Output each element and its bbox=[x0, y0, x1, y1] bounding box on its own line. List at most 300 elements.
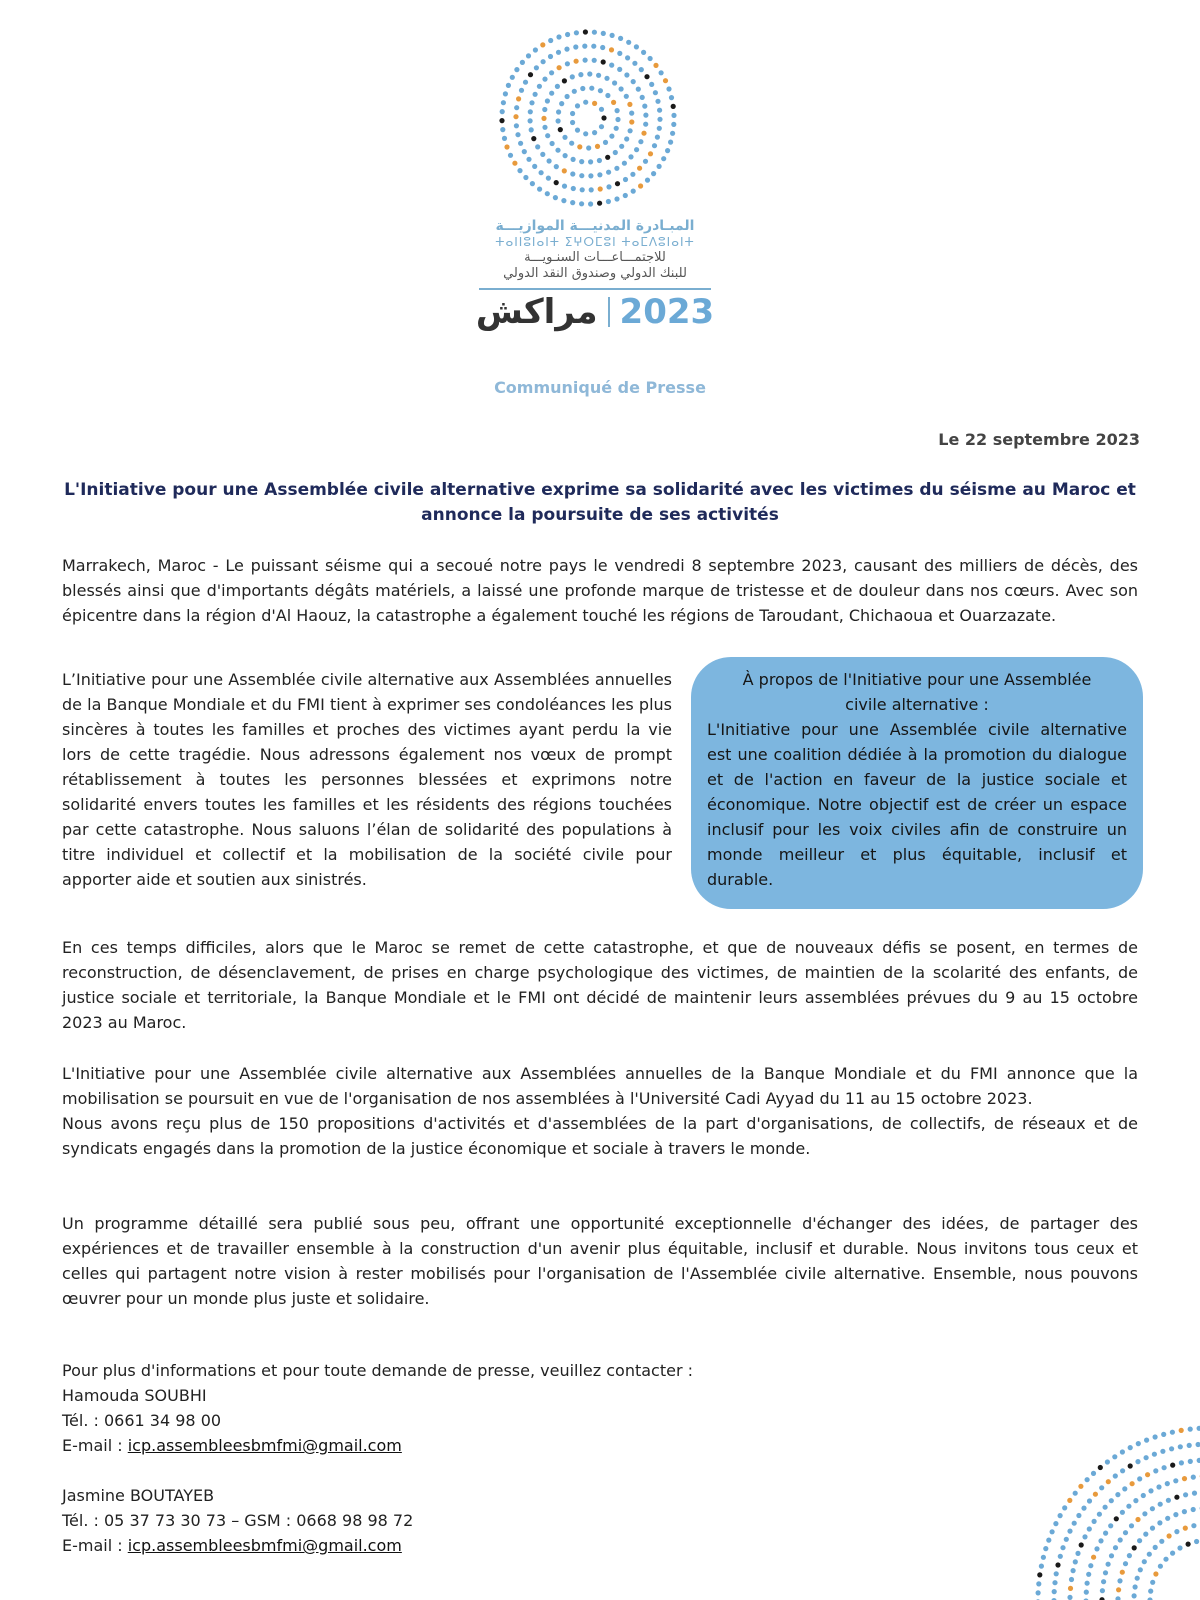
spiral-dot bbox=[546, 176, 551, 181]
spiral-dot bbox=[1135, 1576, 1140, 1581]
spiral-dot bbox=[556, 109, 561, 114]
spiral-dot bbox=[535, 144, 540, 149]
spiral-dot bbox=[618, 36, 623, 41]
spiral-dot bbox=[1106, 1479, 1111, 1484]
contact-2-email-link[interactable]: icp.assembleesbmfmi@gmail.com bbox=[127, 1536, 402, 1555]
spiral-dot bbox=[1075, 1551, 1080, 1556]
spiral-dot bbox=[1109, 1553, 1114, 1558]
spiral-dot bbox=[517, 168, 522, 173]
contact-1-email-label: E-mail : bbox=[62, 1436, 128, 1455]
spiral-dot bbox=[627, 102, 632, 107]
spiral-dot bbox=[601, 115, 606, 120]
spiral-dot bbox=[582, 44, 587, 49]
spiral-dot bbox=[611, 100, 616, 105]
spiral-dot bbox=[589, 86, 594, 91]
spiral-dot bbox=[632, 61, 637, 66]
spiral-dot bbox=[631, 189, 636, 194]
spiral-dot bbox=[636, 87, 641, 92]
spiral-dot bbox=[1170, 1463, 1175, 1468]
logo-year: 2023 bbox=[619, 292, 715, 332]
spiral-dot bbox=[1105, 1459, 1110, 1464]
spiral-dot bbox=[547, 158, 552, 163]
spiral-dot bbox=[1091, 1471, 1096, 1476]
about-title: À propos de l'Initiative pour une Assemblée civile alternative : bbox=[742, 670, 1092, 714]
spiral-dot bbox=[514, 105, 519, 110]
spiral-dot bbox=[533, 47, 538, 52]
spiral-dot bbox=[574, 30, 579, 35]
spiral-dot bbox=[670, 131, 675, 136]
spiral-dot bbox=[1036, 1590, 1041, 1595]
spiral-dot bbox=[623, 193, 628, 198]
spiral-dot bbox=[1060, 1545, 1065, 1550]
spiral-dot bbox=[1150, 1506, 1155, 1511]
spiral-dot bbox=[1067, 1498, 1072, 1503]
headline: L'Initiative pour une Assemblée civile alternative exprime sa solidarité avec les victimes du séisme au Maroc et annonce la poursuite de ses activités bbox=[64, 480, 1136, 525]
spiral-dot bbox=[1128, 1463, 1133, 1468]
spiral-dot bbox=[1069, 1577, 1074, 1582]
spiral-dot bbox=[518, 141, 523, 146]
spiral-dot bbox=[641, 50, 646, 55]
spiral-dot bbox=[1137, 1476, 1142, 1481]
spiral-dot bbox=[1103, 1531, 1108, 1536]
spiral-dot bbox=[671, 104, 676, 109]
spiral-dot bbox=[1144, 1455, 1149, 1460]
spiral-dot bbox=[588, 173, 593, 178]
contact-2-email-row bbox=[62, 1533, 693, 1558]
spiral-dot bbox=[619, 86, 624, 91]
spiral-dot bbox=[617, 51, 622, 56]
spiral-dot bbox=[1148, 1589, 1153, 1594]
spiral-dot bbox=[514, 123, 519, 128]
spiral-dot bbox=[592, 101, 597, 106]
spiral-dot bbox=[1141, 1493, 1146, 1498]
logo-divider bbox=[479, 288, 711, 290]
spiral-dot bbox=[604, 76, 609, 81]
spiral-dot bbox=[1129, 1523, 1134, 1528]
spiral-dot bbox=[570, 171, 575, 176]
spiral-dot bbox=[1197, 1458, 1200, 1463]
spiral-dot bbox=[651, 171, 656, 176]
spiral-dot bbox=[565, 32, 570, 37]
spiral-dot bbox=[595, 144, 600, 149]
spiral-dot bbox=[514, 67, 519, 72]
spiral-dot bbox=[1173, 1478, 1178, 1483]
spiral-dot bbox=[1170, 1551, 1175, 1556]
spiral-dot bbox=[562, 184, 567, 189]
spiral-dot bbox=[1112, 1454, 1117, 1459]
spiral-dot bbox=[655, 135, 660, 140]
spiral-dot bbox=[513, 114, 518, 119]
spiral-dot bbox=[1142, 1511, 1147, 1516]
about-text: L'Initiative pour une Assemblée civile alternative est une coalition dédiée à la promotion du dialogue et de l'action en faveur de la justice sociale et économique. Notre objectif est de créer un espace inclusif pour les voix civiles afin de construire un monde meilleur et plus équitable, inclusif et durable. bbox=[707, 720, 1127, 889]
document-date: Le 22 septembre 2023 bbox=[938, 430, 1140, 449]
spiral-dot bbox=[623, 177, 628, 182]
spiral-dot bbox=[612, 80, 617, 85]
spiral-dot bbox=[1122, 1486, 1127, 1491]
spiral-dot bbox=[597, 201, 602, 206]
spiral-dot bbox=[541, 116, 546, 121]
spiral-dot bbox=[609, 63, 614, 68]
spiral-dot bbox=[554, 164, 559, 169]
spiral-dot bbox=[1166, 1498, 1171, 1503]
contact-2-phone: Tél. : 05 37 73 30 73 – GSM : 0668 98 98 72 bbox=[62, 1511, 414, 1530]
spiral-dot bbox=[501, 100, 506, 105]
spiral-dot bbox=[578, 72, 583, 77]
spiral-dot bbox=[1084, 1590, 1089, 1595]
spiral-dot bbox=[1143, 1532, 1148, 1537]
spiral-dot bbox=[542, 107, 547, 112]
spiral-dot bbox=[548, 54, 553, 59]
spiral-dot bbox=[1085, 1581, 1090, 1586]
spiral-dot bbox=[1087, 1498, 1092, 1503]
spiral-dot bbox=[554, 180, 559, 185]
spiral-dot bbox=[1093, 1492, 1098, 1497]
spiral-dot bbox=[565, 61, 570, 66]
spiral-dot bbox=[1100, 1588, 1105, 1593]
spiral-dot bbox=[520, 60, 525, 65]
spiral-dot bbox=[1098, 1538, 1103, 1543]
spiral-dot bbox=[617, 67, 622, 72]
paragraph-condolences: L’Initiative pour une Assemblée civile alternative aux Assemblées annuelles de la Banque Mondiale et du FMI tient à exprimer ses condoléances les plus sincères à toutes les familles et proches des victimes ayant perdu la vie lors de cette tragédie. Nous adressons également nos vœux de prompt rétablissement à toutes les personnes blessées et exprimons notre solidarité envers toutes les familles et les résidents des régions touchées par cette catastrophe. Nous saluons l’élan de solidarité des populations à titre individuel et collectif et la mobilisation de la société civile pour apporter aide et soutien aux sinistrés. bbox=[62, 670, 672, 889]
spiral-dot bbox=[1079, 1542, 1084, 1547]
spiral-dot bbox=[628, 128, 633, 133]
spiral-dot bbox=[1138, 1567, 1143, 1572]
spiral-dot bbox=[533, 92, 538, 97]
spiral-dot bbox=[1179, 1460, 1184, 1465]
spiral-dot bbox=[657, 117, 662, 122]
spiral-dot bbox=[1136, 1441, 1141, 1446]
spiral-dot bbox=[1159, 1539, 1164, 1544]
spiral-dot bbox=[1156, 1484, 1161, 1489]
spiral-dot bbox=[1067, 1595, 1072, 1600]
document-label: Communiqué de Presse bbox=[494, 378, 706, 397]
spiral-dot bbox=[502, 136, 507, 141]
spiral-dot bbox=[628, 154, 633, 159]
spiral-dot bbox=[1055, 1562, 1060, 1567]
spiral-dot bbox=[606, 170, 611, 175]
contact-2-email-label: E-mail : bbox=[62, 1536, 128, 1555]
spiral-dot bbox=[648, 56, 653, 61]
spiral-dot bbox=[615, 117, 620, 122]
spiral-dot bbox=[1192, 1491, 1197, 1496]
spiral-dot bbox=[1088, 1563, 1093, 1568]
spiral-dot bbox=[548, 38, 553, 43]
spiral-dot bbox=[1078, 1484, 1083, 1489]
spiral-dot bbox=[1173, 1512, 1178, 1517]
spiral-dot bbox=[599, 124, 604, 129]
spiral-dot bbox=[1174, 1529, 1179, 1534]
spiral-dot bbox=[1165, 1481, 1170, 1486]
spiral-dot bbox=[661, 156, 666, 161]
spiral-dot bbox=[671, 113, 676, 118]
spiral-dot bbox=[583, 100, 588, 105]
spiral-dot bbox=[614, 196, 619, 201]
spiral-dot bbox=[1087, 1526, 1092, 1531]
contact-1-name: Hamouda SOUBHI bbox=[62, 1386, 207, 1405]
spiral-dot bbox=[540, 152, 545, 157]
spiral-dot bbox=[503, 91, 508, 96]
spiral-dot bbox=[1152, 1452, 1157, 1457]
paragraph-mobilisation bbox=[62, 1061, 1138, 1161]
spiral-dot bbox=[600, 45, 605, 50]
spiral-dot bbox=[624, 136, 629, 141]
spiral-dot bbox=[1150, 1580, 1155, 1585]
spiral-dot bbox=[1196, 1442, 1200, 1447]
corner-spiral-decoration-icon bbox=[1010, 1390, 1200, 1600]
spiral-dot bbox=[1130, 1481, 1135, 1486]
spiral-dot bbox=[655, 99, 660, 104]
logo-text bbox=[470, 218, 720, 332]
spiral-dot bbox=[597, 172, 602, 177]
spiral-dot bbox=[1147, 1552, 1152, 1557]
spiral-dot bbox=[641, 131, 646, 136]
spiral-dot bbox=[1179, 1428, 1184, 1433]
spiral-dot bbox=[638, 183, 643, 188]
spiral-dot bbox=[553, 195, 558, 200]
spiral-dot bbox=[596, 73, 601, 78]
spiral-dot bbox=[1071, 1568, 1076, 1573]
spiral-dot bbox=[1191, 1507, 1196, 1512]
logo-arabic-line-2: للاجتمـــاعـــات السنـويـــة bbox=[524, 250, 666, 265]
spiral-dot bbox=[1183, 1526, 1188, 1531]
spiral-dot bbox=[652, 143, 657, 148]
spiral-dot bbox=[1092, 1519, 1097, 1524]
spiral-dot bbox=[528, 118, 533, 123]
spiral-dot bbox=[1133, 1498, 1138, 1503]
spiral-dot bbox=[580, 187, 585, 192]
spiral-dot bbox=[605, 93, 610, 98]
spiral-dot bbox=[614, 166, 619, 171]
spiral-dot bbox=[1132, 1593, 1137, 1598]
spiral-dot bbox=[1120, 1449, 1125, 1454]
logo bbox=[470, 22, 720, 342]
spiral-dot bbox=[1064, 1537, 1069, 1542]
spiral-dot bbox=[1126, 1504, 1131, 1509]
spiral-dot bbox=[653, 90, 658, 95]
spiral-dot bbox=[516, 96, 521, 101]
spiral-dot bbox=[609, 134, 614, 139]
spiral-dot bbox=[592, 58, 597, 63]
spiral-dot bbox=[1182, 1476, 1187, 1481]
spiral-dot bbox=[597, 158, 602, 163]
paragraph-intro: Marrakech, Maroc - Le puissant séisme qui a secoué notre pays le vendredi 8 septembre 2023, causant des milliers de décès, des blessés ainsi que d'importants dégâts matériels, a laissé une profonde marque de tristesse et de douleur dans nos cœurs. Avec son épicentre dans la région d'Al Haouz, la catastrophe a également touché les régions de Taroudant, Chichaoua et Ouarzazate. bbox=[62, 556, 1138, 625]
spiral-dot bbox=[1115, 1596, 1120, 1600]
contact-1-email-row bbox=[62, 1433, 693, 1458]
spiral-dot bbox=[557, 65, 562, 70]
spiral-dot bbox=[1062, 1505, 1067, 1510]
spiral-dot bbox=[572, 89, 577, 94]
spiral-dot bbox=[575, 103, 580, 108]
spiral-dot bbox=[499, 118, 504, 123]
spiral-dot bbox=[545, 191, 550, 196]
spiral-dot bbox=[1113, 1473, 1118, 1478]
spiral-dot bbox=[649, 82, 654, 87]
spiral-dot bbox=[1036, 1581, 1041, 1586]
spiral-dot bbox=[556, 118, 561, 123]
spiral-dot bbox=[1067, 1529, 1072, 1534]
spiral-dot bbox=[587, 71, 592, 76]
spiral-dot bbox=[1099, 1485, 1104, 1490]
spiral-dot bbox=[613, 150, 618, 155]
spiral-dot bbox=[1058, 1554, 1063, 1559]
spiral-dot bbox=[606, 184, 611, 189]
spiral-dot bbox=[1137, 1538, 1142, 1543]
spiral-dot bbox=[580, 86, 585, 91]
spiral-dot bbox=[668, 140, 673, 145]
spiral-dot bbox=[1148, 1488, 1153, 1493]
spiral-dot bbox=[1163, 1557, 1168, 1562]
spiral-dot bbox=[598, 88, 603, 93]
spiral-dot bbox=[1120, 1510, 1125, 1515]
spiral-dot bbox=[506, 83, 511, 88]
spiral-dot bbox=[598, 186, 603, 191]
spiral-dot bbox=[630, 172, 635, 177]
spiral-dot bbox=[1117, 1578, 1122, 1583]
spiral-dot bbox=[605, 155, 610, 160]
spiral-dot bbox=[555, 84, 560, 89]
spiral-dot bbox=[1178, 1444, 1183, 1449]
spiral-dot bbox=[531, 136, 536, 141]
spiral-dot bbox=[500, 109, 505, 114]
spiral-dot bbox=[1120, 1570, 1125, 1575]
spiral-dot bbox=[562, 135, 567, 140]
spiral-dot bbox=[669, 95, 674, 100]
spiral-dot bbox=[570, 120, 575, 125]
spiral-dot bbox=[1097, 1512, 1102, 1517]
spiral-dot bbox=[529, 100, 534, 105]
logo-tifinagh-line: ⵜⴰⵏⵏⵓⵏⴰⵏⵜ ⵉⵖⵔⵎⵓⵏ ⵜⴰⵎⴷⵓⵏⴰⵏⵜ bbox=[495, 235, 695, 249]
spiral-dot bbox=[1114, 1516, 1119, 1521]
spiral-dot bbox=[653, 63, 658, 68]
spiral-dot bbox=[1115, 1492, 1120, 1497]
paragraph-mobilisation-line-b: Nous avons reçu plus de 150 propositions d'activités et d'assemblées de la part d'organisations, de collectifs, de réseaux et de syndicats engagés dans la promotion de la justice économique et sociale à travers le monde. bbox=[62, 1114, 1138, 1158]
spiral-dot bbox=[1128, 1445, 1133, 1450]
spiral-dot bbox=[1106, 1562, 1111, 1567]
spiral-dot bbox=[1162, 1465, 1167, 1470]
spiral-dot bbox=[571, 157, 576, 162]
spiral-dot bbox=[573, 44, 578, 49]
contact-section bbox=[62, 1358, 693, 1558]
spiral-dot bbox=[1082, 1534, 1087, 1539]
logo-city: مراكش bbox=[475, 292, 598, 332]
spiral-dot bbox=[603, 140, 608, 145]
spiral-dot bbox=[1187, 1443, 1192, 1448]
spiral-dot bbox=[537, 84, 542, 89]
spiral-dot bbox=[663, 78, 668, 83]
spiral-dot bbox=[1135, 1517, 1140, 1522]
spiral-dot bbox=[571, 186, 576, 191]
spiral-dot bbox=[1041, 1555, 1046, 1560]
spiral-dot bbox=[1101, 1579, 1106, 1584]
spiral-dot bbox=[1153, 1545, 1158, 1550]
spiral-dot bbox=[601, 59, 606, 64]
spiral-dot bbox=[526, 157, 531, 162]
spiral-dot bbox=[1052, 1589, 1057, 1594]
spiral-dot bbox=[532, 164, 537, 169]
spiral-dot bbox=[537, 187, 542, 192]
contact-1-email-link[interactable]: icp.assembleesbmfmi@gmail.com bbox=[127, 1436, 402, 1455]
paragraph-programme: Un programme détaillé sera publié sous peu, offrant une opportunité exceptionnelle d'échanger des idées, de partager des expériences et de travailler ensemble à la construction d'un avenir plus équitable, inclusif et durable. Nous invitons tous ceux et celles qui partagent notre vision à rester mobilisés pour l'organisation de l'Assemblée civile alternative. Ensemble, nous pouvons œuvrer pour un monde plus juste et solidaire. bbox=[62, 1214, 1138, 1308]
spiral-dot bbox=[550, 141, 555, 146]
spiral-dot bbox=[1091, 1555, 1096, 1560]
spiral-dot bbox=[1186, 1542, 1191, 1547]
spiral-dot bbox=[545, 98, 550, 103]
spiral-dot bbox=[1197, 1426, 1200, 1431]
spiral-dot bbox=[619, 144, 624, 149]
spiral-dot bbox=[1076, 1513, 1081, 1518]
spiral-dot bbox=[1145, 1472, 1150, 1477]
spiral-dot bbox=[508, 153, 513, 158]
spiral-dot bbox=[1188, 1459, 1193, 1464]
spiral-dot bbox=[1142, 1559, 1147, 1564]
spiral-dot bbox=[1068, 1586, 1073, 1591]
spiral-dot bbox=[1194, 1539, 1199, 1544]
logo-arabic-line-3: للبنك الدولي وصندوق النقد الدولي bbox=[503, 266, 687, 281]
spiral-dot bbox=[570, 74, 575, 79]
spiral-dot bbox=[1127, 1553, 1132, 1558]
spiral-dot bbox=[1118, 1537, 1123, 1542]
spiral-dot bbox=[523, 80, 528, 85]
spiral-dot bbox=[1133, 1584, 1138, 1589]
spiral-dot bbox=[637, 166, 642, 171]
spiral-dot bbox=[542, 77, 547, 82]
spiral-dot bbox=[622, 161, 627, 166]
spiral-dot bbox=[504, 144, 509, 149]
spiral-dot bbox=[512, 161, 517, 166]
spiral-dot bbox=[1116, 1587, 1121, 1592]
spiral-dot bbox=[1073, 1559, 1078, 1564]
spiral-dot bbox=[1183, 1492, 1188, 1497]
spiral-dot bbox=[519, 88, 524, 93]
spiral-dot bbox=[1144, 1438, 1149, 1443]
spiral-dot bbox=[591, 44, 596, 49]
spiral-dot bbox=[1103, 1505, 1108, 1510]
spiral-dot bbox=[1058, 1513, 1063, 1518]
spiral-dot bbox=[1191, 1523, 1196, 1528]
spiral-dot bbox=[1153, 1468, 1158, 1473]
spiral-dot bbox=[1174, 1495, 1179, 1500]
about-box bbox=[691, 657, 1143, 909]
spiral-dot bbox=[634, 44, 639, 49]
spiral-dot bbox=[624, 72, 629, 77]
logo-year-row bbox=[470, 292, 720, 332]
spiral-dot bbox=[1153, 1434, 1158, 1439]
spiral-dot bbox=[592, 130, 597, 135]
spiral-dot bbox=[1167, 1533, 1172, 1538]
spiral-dot bbox=[586, 145, 591, 150]
spiral-dot bbox=[583, 29, 588, 34]
contact-2-name: Jasmine BOUTAYEB bbox=[62, 1486, 215, 1505]
spiral-dot bbox=[539, 170, 544, 175]
spiral-dot bbox=[549, 70, 554, 75]
spiral-dot bbox=[562, 168, 567, 173]
spiral-dot bbox=[564, 47, 569, 52]
spiral-dot bbox=[640, 95, 645, 100]
spiral-dot bbox=[530, 181, 535, 186]
spiral-dot bbox=[563, 153, 568, 158]
spiral-dot bbox=[588, 201, 593, 206]
spiral-dot bbox=[1165, 1516, 1170, 1521]
paragraph-context: En ces temps difficiles, alors que le Maroc se remet de cette catastrophe, et que de nouveaux défis se posent, en termes de reconstruction, de désenclavement, de prises en charge psychologique des victimes, de maintien de la scolarité des enfants, de justice sociale et territoriale, la Banque Mondiale et le FMI ont décidé de maintenir leurs assemblées prévues du 9 au 15 octobre 2023 au Maroc. bbox=[62, 938, 1138, 1032]
spiral-dot bbox=[556, 34, 561, 39]
spiral-dot bbox=[644, 74, 649, 79]
spiral-dot bbox=[1081, 1506, 1086, 1511]
spiral-dot bbox=[562, 78, 567, 83]
spiral-dot bbox=[1046, 1538, 1051, 1543]
spiral-dot bbox=[1182, 1509, 1187, 1514]
spiral-dot bbox=[556, 50, 561, 55]
spiral-dot bbox=[1153, 1571, 1158, 1576]
